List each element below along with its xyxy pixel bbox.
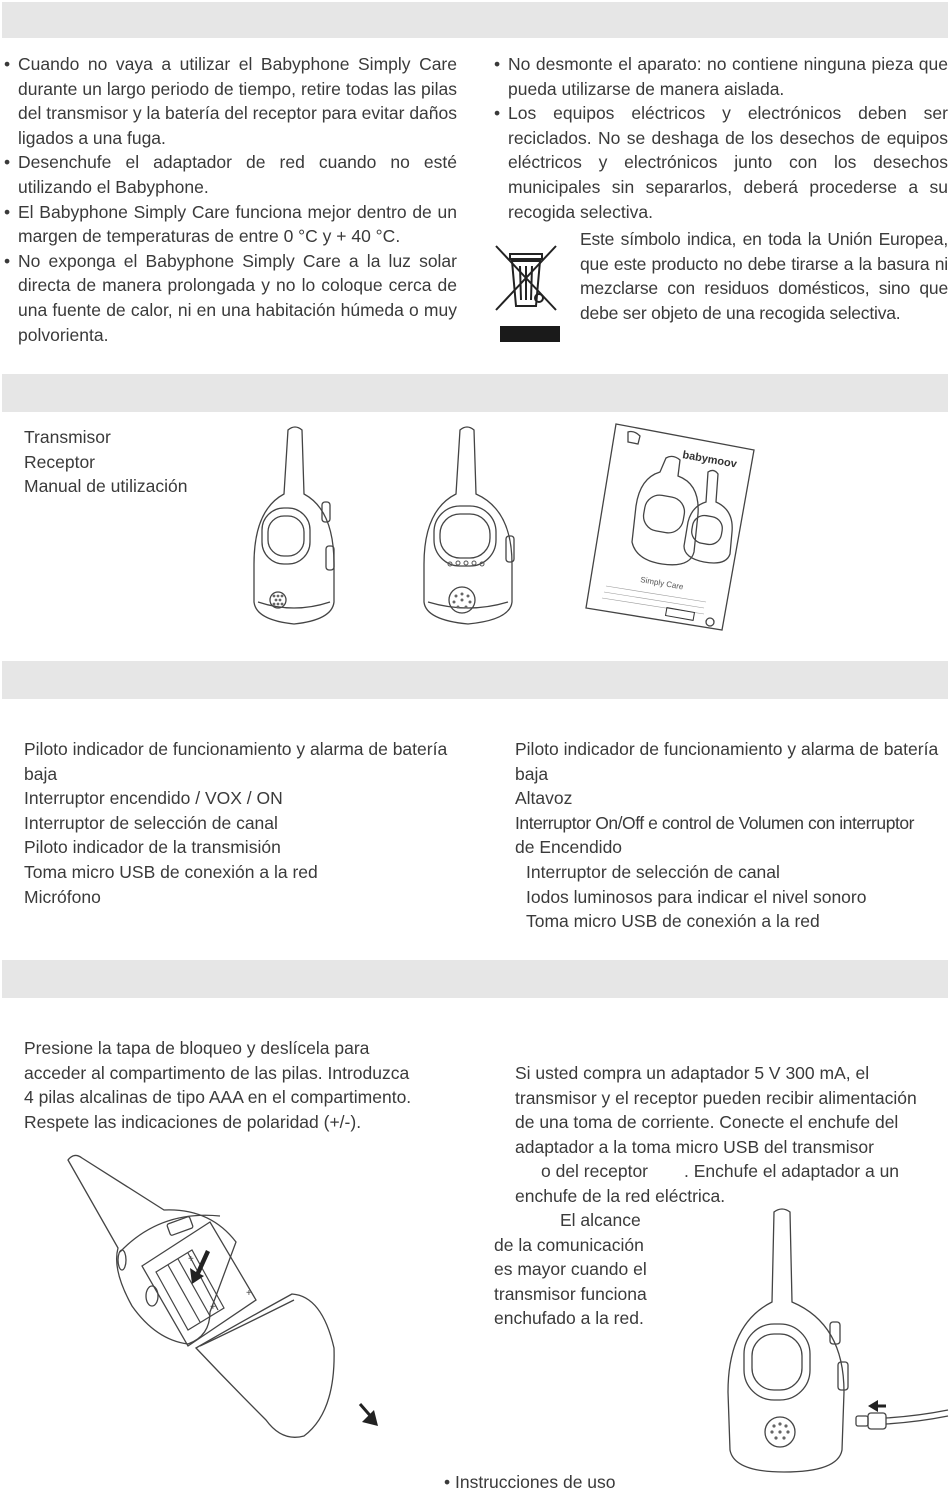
list-item: Iodos luminosos para indicar el nivel sonoro [526, 886, 867, 907]
safety-list-left [4, 52, 457, 347]
manual-product-label: Simply Care [639, 575, 685, 592]
battery-compartment-illustration [60, 1150, 400, 1440]
adapter-instructions: Si usted compra un adaptador 5 V 300 mA, el transmisor y el receptor pueden recibir alimentación de una toma de corriente. Conecte el enchufe del adaptador a la toma micro USB del transmisor o del receptor . Enchufe el adaptador a un enchufe de la red eléctrica. [515, 1063, 917, 1206]
section-header-band-1 [2, 2, 948, 38]
svg-text:+: + [210, 1302, 216, 1313]
list-item: Toma micro USB de conexión a la red [24, 861, 318, 882]
weee-bin-icon [490, 234, 564, 346]
section-header-band-3 [2, 661, 948, 699]
bullet-icon: • [444, 1472, 451, 1492]
manual-illustration [584, 422, 756, 632]
list-item: Interruptor On/Off e control de Volumen con interruptor [515, 812, 915, 833]
list-item: Piloto indicador de funcionamiento y alarma de batería [24, 739, 448, 759]
manual-brand-label: babymoov [681, 449, 738, 471]
list-item: • Desenchufe el adaptador de red cuando no esté utilizando el Babyphone. [4, 150, 457, 199]
list-item: Manual de utilización [24, 476, 188, 497]
list-item: baja [24, 763, 58, 784]
list-item: Piloto indicador de la transmisión [24, 837, 281, 858]
list-item: • El Babyphone Simply Care funciona mejor dentro de un margen de temperaturas de entre 0 °C y + 40 °C. [4, 200, 457, 249]
contents-list [24, 425, 187, 499]
list-item: de Encendido [515, 837, 623, 858]
receiver-illustration [418, 424, 518, 630]
list-item: Micrófono [24, 886, 101, 907]
list-item: Toma micro USB de conexión a la red [526, 911, 820, 932]
list-item: • No desmonte el aparato: no contiene ninguna pieza que pueda utilizarse de manera aislada. [494, 52, 948, 101]
list-item: Interruptor de selección de canal [526, 861, 780, 882]
svg-text:+: + [188, 1254, 194, 1265]
section-header-band-4 [2, 960, 948, 998]
receiver-parts-list [515, 737, 938, 934]
transmitter-illustration [248, 424, 340, 630]
list-item: Interruptor encendido / VOX / ON [24, 788, 283, 809]
transmitter-adapter-illustration [722, 1206, 948, 1474]
list-item: Receptor [24, 451, 96, 472]
list-item: Transmisor [24, 427, 111, 447]
safety-list-right [494, 52, 948, 224]
transmitter-parts-list [24, 737, 447, 909]
range-note: El alcance de la comunicación es mayor cuando el transmisor funciona enchufado a la red. [494, 1210, 647, 1329]
weee-description: Este símbolo indica, en toda la Unión Europea, que este producto no debe tirarse a la basura ni mezclarse con residuos domésticos, sino que debe ser objeto de una recogida selectiva. [580, 229, 948, 323]
list-item: Piloto indicador de funcionamiento y alarma de batería [515, 739, 939, 759]
battery-instructions: Presione la tapa de bloqueo y deslícela para acceder al compartimento de las pilas. Introduzca 4 pilas alcalinas de tipo AAA en el compartimento. Respete las indicaciones de polaridad (+/-). [24, 1038, 412, 1132]
footer-label: • Instrucciones de uso [444, 1472, 616, 1492]
list-item: Altavoz [515, 788, 573, 809]
list-item: • Los equipos eléctricos y electrónicos deben ser reciclados. No se deshaga de los desechos de equipos eléctricos y electrónicos junto con los desechos municipales sin separarlos, deberá procederse a su recogida selectiva. [494, 101, 948, 224]
section-header-band-2 [2, 374, 948, 412]
list-item: Interruptor de selección de canal [24, 812, 278, 833]
list-item: • No exponga el Babyphone Simply Care a la luz solar directa de manera prolongada y no lo coloque cerca de una fuente de calor, ni en una habitación húmeda o muy polvorienta. [4, 249, 457, 347]
list-item: • Cuando no vaya a utilizar el Babyphone Simply Care durante un largo periodo de tiempo, retire todas las pilas del transmisor y la batería del receptor para evitar daños ligados a una fuga. [4, 52, 457, 150]
list-item: baja [515, 763, 549, 784]
svg-text:+: + [246, 1288, 252, 1299]
